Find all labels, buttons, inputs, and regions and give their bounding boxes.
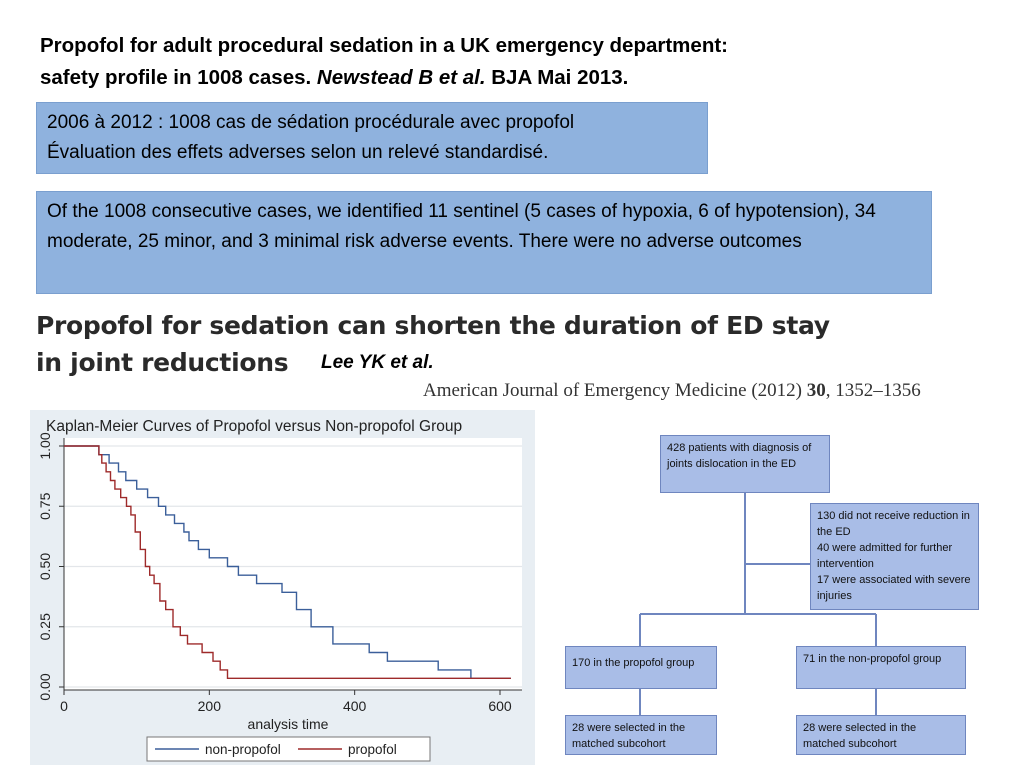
- title-line2a: safety profile in 1008 cases.: [40, 66, 312, 89]
- flow-excluded-line2: 40 were admitted for further intervention: [817, 542, 953, 570]
- title-authors: Newstead B et al.: [316, 66, 486, 89]
- results-text: Of the 1008 consecutive cases, we identified 11 sentinel (5 cases of hypoxia, 6 of hypotension), 34 moderate, 25 minor, and 3 minimal risk adverse events. There were no adverse outcomes: [47, 201, 876, 252]
- x-axis-label: analysis time: [247, 716, 329, 732]
- journal-pages: , 1352–1356: [825, 380, 921, 401]
- flow-propofol-matched-box: [565, 715, 717, 755]
- legend-label-propofol: propofol: [348, 742, 397, 757]
- flow-total-box: [660, 435, 830, 493]
- flow-nonpropofol-box: [796, 646, 966, 689]
- flow-nonpropofol-matched-box: [796, 715, 966, 755]
- summary-line1: 2006 à 2012 : 1008 cas de sédation procédurale avec propofol: [47, 112, 575, 133]
- flow-propofol-text: 170 in the propofol group: [572, 657, 695, 669]
- legend-label-non-propofol: non-propofol: [205, 742, 281, 757]
- title-line1: Propofol for adult procedural sedation in a UK emergency department:: [40, 34, 728, 57]
- flow-nonpropofol-text: 71 in the non-propofol group: [803, 653, 942, 665]
- title-journal: BJA Mai 2013.: [491, 66, 629, 89]
- flow-propofol-matched-text: 28 were selected in the matched subcohort: [572, 722, 686, 750]
- journal-name: American Journal of Emergency Medicine (2012): [423, 380, 802, 401]
- y-tick-label-4: 1.00: [37, 432, 53, 460]
- flow-nonpropofol-matched-text: 28 were selected in the matched subcohort: [803, 722, 917, 750]
- flow-excluded-line3: 17 were associated with severe injuries: [817, 574, 971, 602]
- x-tick-label-1: 200: [197, 698, 222, 714]
- flow-propofol-box: [565, 646, 717, 689]
- chart-title: Kaplan-Meier Curves of Propofol versus Non-propofol Group: [46, 418, 463, 435]
- x-tick-label-3: 600: [488, 698, 512, 714]
- reference-author: Lee YK et al.: [321, 352, 434, 373]
- x-tick-label-2: 400: [342, 698, 367, 714]
- journal-volume: 30: [806, 380, 826, 401]
- y-tick-label-1: 0.25: [37, 613, 53, 641]
- y-tick-label-2: 0.50: [37, 552, 53, 581]
- flow-excluded-line1: 130 did not receive reduction in the ED: [817, 510, 970, 538]
- flow-total-text: 428 patients with diagnosis of joints dislocation in the ED: [667, 442, 812, 470]
- reference-title-line1: Propofol for sedation can shorten the duration of ED stay: [36, 311, 830, 340]
- reference-title-line2: in joint reductions: [36, 348, 289, 377]
- y-tick-label-3: 0.75: [37, 492, 53, 520]
- summary-line2: Évaluation des effets adverses selon un relevé standardisé.: [47, 142, 549, 163]
- y-tick-label-0: 0.00: [37, 673, 53, 701]
- x-tick-label-0: 0: [60, 698, 68, 714]
- flow-excluded-box: [810, 503, 979, 610]
